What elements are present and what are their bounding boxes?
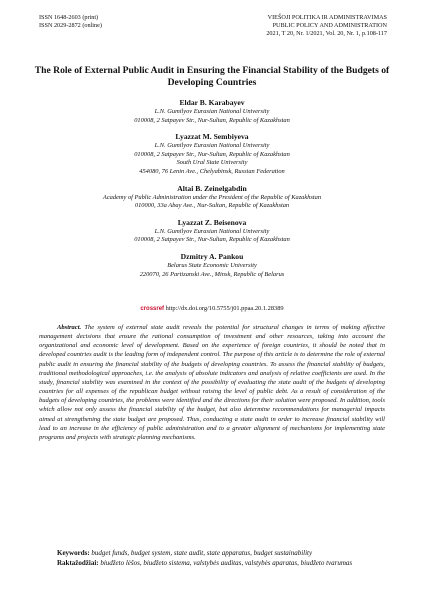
keywords-label: Keywords: xyxy=(57,549,90,557)
author-affiliation: L.N. Gumilyov Eurasian National University xyxy=(154,227,270,235)
author-affiliation: 454080, 76 Lenin Ave., Chelyabinsk, Russian Federation xyxy=(139,167,285,175)
author-affiliation: L.N. Gumilyov Eurasian National University xyxy=(154,108,270,115)
journal-name-lt: VIEŠOJI POLITIKA IR ADMINISTRAVIMAS xyxy=(267,14,387,21)
author-name: Lyazzat M. Sembiyeva xyxy=(175,132,249,142)
keywords-en xyxy=(39,549,385,559)
issn-block xyxy=(39,14,102,30)
keywords-lt xyxy=(39,559,385,569)
doi-line xyxy=(0,305,424,312)
crossref-logo: crossref xyxy=(140,306,165,312)
author-affiliation: 010008, 2 Satpayev Str., Nur-Sultan, Republic of Kazakhstan xyxy=(134,150,290,158)
author-affiliation: South Ural State University xyxy=(176,159,248,167)
author-affiliation: Belarus State Economic University xyxy=(167,261,257,269)
keywords-block xyxy=(39,549,385,568)
issn-online: ISSN 2029-2872 (online) xyxy=(39,22,102,29)
journal-block xyxy=(266,14,387,38)
author-affiliation: L.N. Gumilyov Eurasian National University xyxy=(154,142,270,150)
author-name: Lyazzat Z. Beisenova xyxy=(177,217,247,227)
author-affiliation: 010008, 2 Satpayev Str., Nur-Sultan, Republic of Kazakhstan xyxy=(134,116,290,124)
author-entry xyxy=(20,132,404,176)
raktazodziai-text: biudžeto lėšos, biudžeto sistema, valstybės auditas, valstybės aparatas, biudžeto tvarumas xyxy=(100,558,353,567)
paper-title: The Role of External Public Audit in Ensuring the Financial Stability of the Budgets of Developing Countries xyxy=(34,65,390,88)
journal-volume: 2021, T 20, Nr. 1/2021, Vol. 20, Nr. 1, p.108-117 xyxy=(266,30,387,37)
issn-print: ISSN 1648-2603 (print) xyxy=(39,14,99,21)
keywords-text: budget funds, budget system, state audit, state apparatus, budget sustainability xyxy=(91,549,313,557)
author-affiliation: 220070, 26 Partizanski Ave., Minsk, Republic of Belarus xyxy=(139,270,285,278)
doi-link[interactable]: http://dx.doi.org/10.5755/j01.ppaa.20.1.28389 xyxy=(165,305,284,312)
author-name: Eldar B. Karabayev xyxy=(179,98,245,107)
author-name: Dzmitry A. Pankou xyxy=(180,251,244,261)
abstract-label: Abstract. xyxy=(57,324,82,331)
author-affiliation: 010000, 33a Abay Ave., Nur-Sultan, Republic of Kazakhstan xyxy=(134,202,290,210)
author-list xyxy=(20,98,404,286)
author-entry xyxy=(20,218,404,245)
author-name: Altai B. Zeinelgabdin xyxy=(177,183,247,193)
abstract-text: The system of external state audit reveals the potential for structural changes in terms of making effective management decisions that ensure the rational consumption of investment and other resources, taking into account the organizational and economic level of development. Based on the experience of foreign countries, it should be noted that in developed countries audit is the leading form of independent control. The purpose of this article is to determine the role of external public audit in ensuring the financial stability of the budgets of developing countries. To assess the financial stability of budgets, traditional methodological approaches, i.e. the analysis of absolute indicators and analysis of relative coefficients are used. In the study, financial stability was examined in the context of the possibility of evaluating the state audit of the budgets of developing countries for all expenses of the republican budget without raising the level of public debt. As a result of consideration of the budgets of developing countries, the problems were identified and the directions for their solution were proposed. In addition, tools which allow not only assess the financial stability of the budget, but also determine recommendations for managerial impacts aimed at strengthening the state budget are proposed. Thus, conducting a state audit in order to increase financial stability will lead to an increase in the efficiency of public administration and to a greater alignment of mechanisms for implementing state programs and projects with strategic planning mechanisms. xyxy=(39,324,386,441)
author-entry xyxy=(20,98,404,125)
author-affiliation: Academy of Public Administration under the President of the Republic of Kazakhstan xyxy=(102,193,322,201)
author-affiliation: 010008, 2 Satpayev Str., Nur-Sultan, Republic of Kazakhstan xyxy=(134,236,290,244)
author-entry xyxy=(20,252,404,279)
raktazodziai-label: Raktažodžiai: xyxy=(57,558,99,567)
journal-name-en: PUBLIC POLICY AND ADMINISTRATION xyxy=(272,22,387,29)
author-entry xyxy=(20,184,404,211)
abstract xyxy=(39,323,385,442)
